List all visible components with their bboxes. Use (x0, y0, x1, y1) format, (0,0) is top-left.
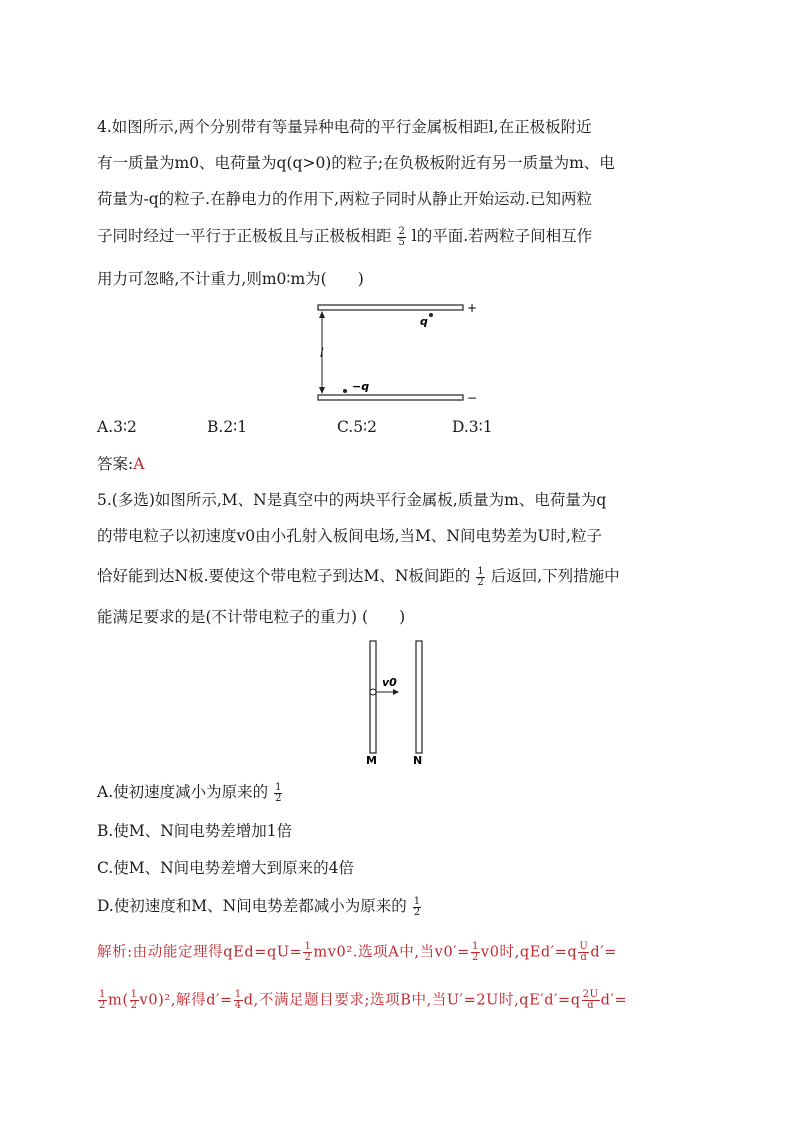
plus-sign: + (467, 301, 478, 315)
l-label: l (320, 346, 324, 360)
frac-num: 2 (398, 225, 405, 237)
solution-fraction (130, 990, 139, 1011)
q5-option-b: B.使M、N间电势差增加1倍 (97, 822, 293, 840)
q4-fraction-two-fifths (397, 227, 405, 248)
frac-num: 1 (304, 941, 312, 952)
q4-line-2: 有一质量为m0、电荷量为q(q>0)的粒子;在负极板附近有另一质量为m、电 (97, 154, 615, 172)
solution-text: mv0².选项A中,当v0′= (313, 944, 470, 961)
minus-sign: − (467, 391, 478, 405)
solution-line-2 (97, 990, 627, 1011)
n-label: N (413, 754, 423, 767)
frac-den: 2 (304, 952, 312, 963)
option-d-text: D.使初速度和M、N间电势差都减小为原来的 (97, 897, 407, 915)
frac-den: 2 (471, 952, 479, 963)
answer-label: 答案: (97, 455, 134, 473)
q4-line-3: 荷量为-q的粒子.在静电力的作用下,两粒子同时从静止开始运动.已知两粒 (97, 190, 592, 208)
arrow-head-up (319, 311, 325, 318)
negative-plate (318, 395, 463, 400)
q4-option-b: B.2∶1 (207, 418, 248, 436)
q4-line-1: 4.如图所示,两个分别带有等量异种电荷的平行金属板相距l,在正极板附近 (97, 118, 592, 136)
frac-den: 2 (413, 906, 421, 918)
frac-num: 1 (130, 989, 138, 1000)
particle-negq (343, 389, 347, 393)
solution-fraction (303, 942, 312, 963)
frac-num: U (579, 941, 589, 952)
q4-option-d: D.3∶1 (452, 418, 493, 436)
negq-label: −q (352, 380, 370, 393)
q5-line-3-text-b: 后返回,下列措施中 (490, 567, 620, 585)
frac-den: d (580, 952, 588, 963)
q5-fraction-half (476, 567, 484, 588)
option-d-fraction (413, 897, 421, 918)
solution-fraction (471, 942, 480, 963)
frac-num: 1 (275, 781, 282, 793)
v0-label: v0 (382, 676, 397, 689)
frac-den: 2 (477, 576, 484, 588)
velocity-arrow-head (393, 689, 399, 695)
q-label: q (420, 315, 428, 328)
q5-line-2: 的带电粒子以初速度v0由小孔射入板间电场,当M、N间电势差为U时,粒子 (97, 527, 602, 545)
arrow-head-down (319, 387, 325, 394)
answer-value: A (133, 455, 145, 473)
q4-option-a: A.3∶2 (97, 418, 137, 436)
solution-fraction (578, 942, 589, 963)
frac-num: 1 (99, 989, 106, 1000)
frac-num: 2U (582, 989, 599, 1000)
frac-den: 4 (234, 1000, 242, 1011)
q4-line-4-text-a: 子同时经过一平行于正极板且与正极板相距 (97, 227, 392, 245)
q4-figure-parallel-plates (300, 298, 490, 408)
frac-den: 5 (398, 236, 405, 248)
q4-answer (97, 454, 144, 474)
frac-num: 1 (413, 895, 421, 907)
solution-text: d′= (600, 992, 628, 1009)
frac-den: d (587, 1000, 595, 1011)
solution-fraction (98, 990, 107, 1011)
frac-den: 2 (99, 1000, 106, 1011)
solution-line-1 (97, 942, 617, 963)
option-a-text: A.使初速度减小为原来的 (97, 783, 269, 801)
q5-option-c: C.使M、N间电势差增大到原来的4倍 (97, 859, 355, 877)
solution-text: v0)²,解得d′= (139, 992, 233, 1009)
solution-fraction (234, 990, 243, 1011)
q4-line-5: 用力可忽略,不计重力,则m0∶m为( ) (97, 270, 364, 288)
q4-line-4 (97, 226, 592, 248)
frac-den: 2 (275, 792, 282, 804)
solution-text: v0时,qEd′=q (480, 944, 578, 961)
particle-q (429, 313, 433, 317)
frac-num: 1 (471, 941, 479, 952)
frac-den: 2 (130, 1000, 138, 1011)
solution-fraction (582, 990, 600, 1011)
option-a-fraction (274, 783, 282, 804)
solution-text: 解析:由动能定理得qEd=qU= (97, 944, 303, 961)
solution-text: d′= (590, 944, 617, 961)
plate-m (370, 641, 376, 753)
q5-option-a (97, 782, 283, 804)
q5-figure-mn-plates (355, 638, 435, 768)
q5-line-1: 5.(多选)如图所示,M、N是真空中的两块平行金属板,质量为m、电荷量为q (97, 491, 607, 509)
solution-text: m( (107, 992, 129, 1009)
q5-line-3 (97, 566, 620, 588)
frac-num: 1 (477, 565, 484, 577)
positive-plate (318, 305, 463, 310)
q5-option-d (97, 896, 422, 918)
q4-option-c: C.5∶2 (337, 418, 377, 436)
q4-line-4-text-b: l的平面.若两粒子间相互作 (411, 227, 593, 245)
q5-line-3-text-a: 恰好能到达N板.要使这个带电粒子到达M、N板间距的 (97, 567, 471, 585)
q5-line-4: 能满足要求的是(不计带电粒子的重力) ( ) (97, 608, 406, 626)
plate-n (416, 641, 422, 753)
frac-num: 1 (234, 989, 242, 1000)
solution-text: d,不满足题目要求;选项B中,当U′=2U时,qE′d′=q (243, 992, 581, 1009)
m-label: M (366, 754, 377, 767)
entry-hole (370, 689, 376, 695)
